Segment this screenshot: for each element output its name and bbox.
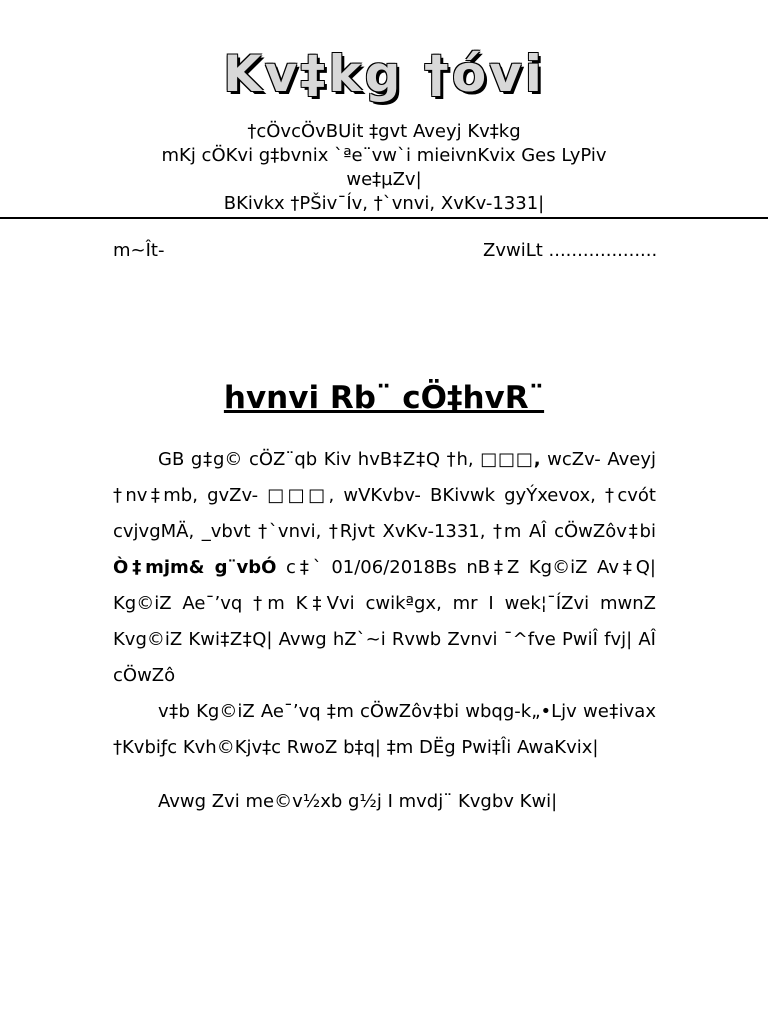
para1-text-b: wcZv- Aveyj †nv‡mb, gvZv- — [113, 449, 656, 506]
letterhead — [0, 120, 768, 216]
para1-comma: , — [533, 449, 541, 470]
mother-placeholder-boxes: □□□ — [267, 485, 329, 506]
paragraph-2: v‡b Kg©iZ Ae¯’vq ‡m cÖwZôv‡bi wbqg-k„•Ljv we‡ivax †Kvbiƒc Kvh©Kjv‡c RwoZ b‡q| ‡m DËg Pwi‡Îi AwaKvix| — [113, 701, 656, 758]
para1-text-c: , wVKvbv- BKivwk gyÝxevox, †cvót cvjvgMÄ, _vbvt †`vnvi, †Rjvt XvKv-1331, †m AÎ cÖwZôv‡bi — [113, 485, 656, 542]
proprietor-line: †cÖvcÖvBUit ‡gvt Aveyj Kv‡kg — [247, 121, 521, 142]
document-title: hvnvi Rb¨ cÖ‡hvR¨ — [223, 380, 545, 416]
shop-name-banner: Kv‡kg †óvi — [223, 45, 545, 103]
header-divider — [0, 217, 768, 219]
paragraph-1 — [113, 442, 656, 694]
reference-label: m~Ît- — [113, 240, 165, 261]
para1-text-a: GB g‡g© cÖZ¨qb Kiv hvB‡Z‡Q †h, — [158, 449, 481, 470]
letter-body — [113, 442, 656, 820]
designation: Ò‡mjm& g¨vbÓ — [113, 557, 277, 578]
business-line-cont: we‡µZv| — [346, 169, 422, 190]
closing-line: Avwg Zvi me©v½xb g½j I mvdj¨ Kvgbv Kwi| — [158, 791, 558, 812]
address-line: BKivkx †PŠiv¯Ív, †`vnvi, XvKv-1331| — [223, 193, 545, 214]
business-line: mKj cÖKvi g‡bvnix `ªe¨vw`i mieivnKvix Ges LyPiv — [161, 145, 607, 166]
date-label: ZvwiLt ................... — [483, 240, 658, 261]
name-placeholder-boxes: □□□ — [480, 449, 534, 470]
para1-text-d: c‡` 01/06/2018Bs nB‡Z Kg©iZ Av‡Q| Kg©iZ Ae¯’vq †m K‡Vvi cwikªgx, mr I wek¦¯ÍZvi mwnZ Kvg©iZ Kwi‡Z‡Q| Avwg hZ`~i Rvwb Zvnvi ¯^fve PwiÎ fvj| AÎ cÖwZô — [113, 557, 656, 686]
